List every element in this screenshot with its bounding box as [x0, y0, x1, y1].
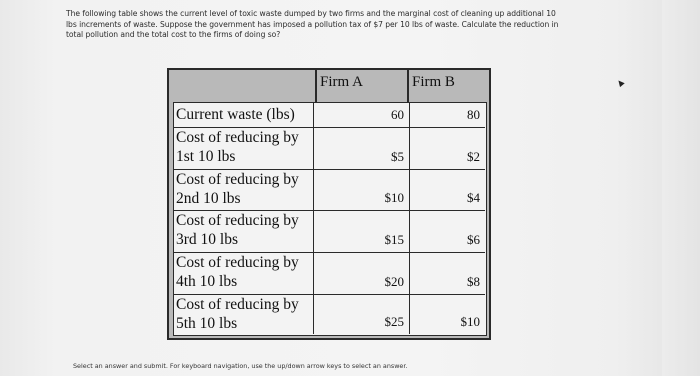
- firm-a-value: $15: [314, 211, 410, 252]
- firm-a-value: $20: [314, 253, 410, 294]
- cost-table: [167, 68, 491, 340]
- firm-b-value: 80: [467, 107, 480, 122]
- header-firm-a: Firm A: [317, 70, 409, 102]
- firm-a-value: 60: [314, 103, 410, 127]
- row-label: Cost of reducing by 2nd 10 lbs: [174, 170, 314, 210]
- table-row: [174, 170, 485, 211]
- side-panel-edge: [662, 0, 700, 376]
- firm-b-value: $2: [467, 149, 480, 164]
- firm-b-value: $6: [467, 232, 480, 247]
- table-body: [173, 102, 487, 336]
- mouse-cursor-icon: ▲: [614, 77, 626, 88]
- keyboard-navigation-hint: Select an answer and submit. For keyboard navigation, use the up/down arrow keys to select an answer.: [73, 362, 408, 370]
- firm-a-value: $5: [314, 128, 410, 169]
- firm-b-value: $4: [467, 190, 480, 205]
- firm-a-value: $25: [314, 295, 410, 334]
- header-cell-empty: [169, 70, 317, 102]
- row-label: Cost of reducing by 3rd 10 lbs: [174, 211, 314, 252]
- firm-b-value: $8: [467, 274, 480, 289]
- firm-b-value: $10: [460, 314, 480, 329]
- table-row: [174, 295, 485, 334]
- row-label: Cost of reducing by 1st 10 lbs: [174, 128, 314, 169]
- row-label: Cost of reducing by 5th 10 lbs: [174, 295, 314, 334]
- table-row: [174, 253, 485, 295]
- question-line: lbs increments of waste. Suppose the government has imposed a pollution tax of $7 per 10 lbs of waste. Calculate the reduction in: [66, 19, 559, 29]
- question-text: [66, 9, 626, 41]
- table-row: [174, 211, 485, 253]
- firm-a-value: $10: [314, 170, 410, 210]
- header-firm-b: Firm B: [412, 74, 455, 90]
- row-label: Cost of reducing by 4th 10 lbs: [174, 253, 314, 294]
- table-row: [174, 128, 485, 170]
- table-row: [174, 103, 485, 128]
- row-label: Current waste (lbs): [174, 103, 314, 127]
- question-line: total pollution and the total cost to the firms of doing so?: [66, 30, 281, 40]
- question-line: The following table shows the current level of toxic waste dumped by two firms and the marginal cost of cleaning up additional 10: [66, 9, 556, 18]
- table-header-row: [169, 70, 489, 102]
